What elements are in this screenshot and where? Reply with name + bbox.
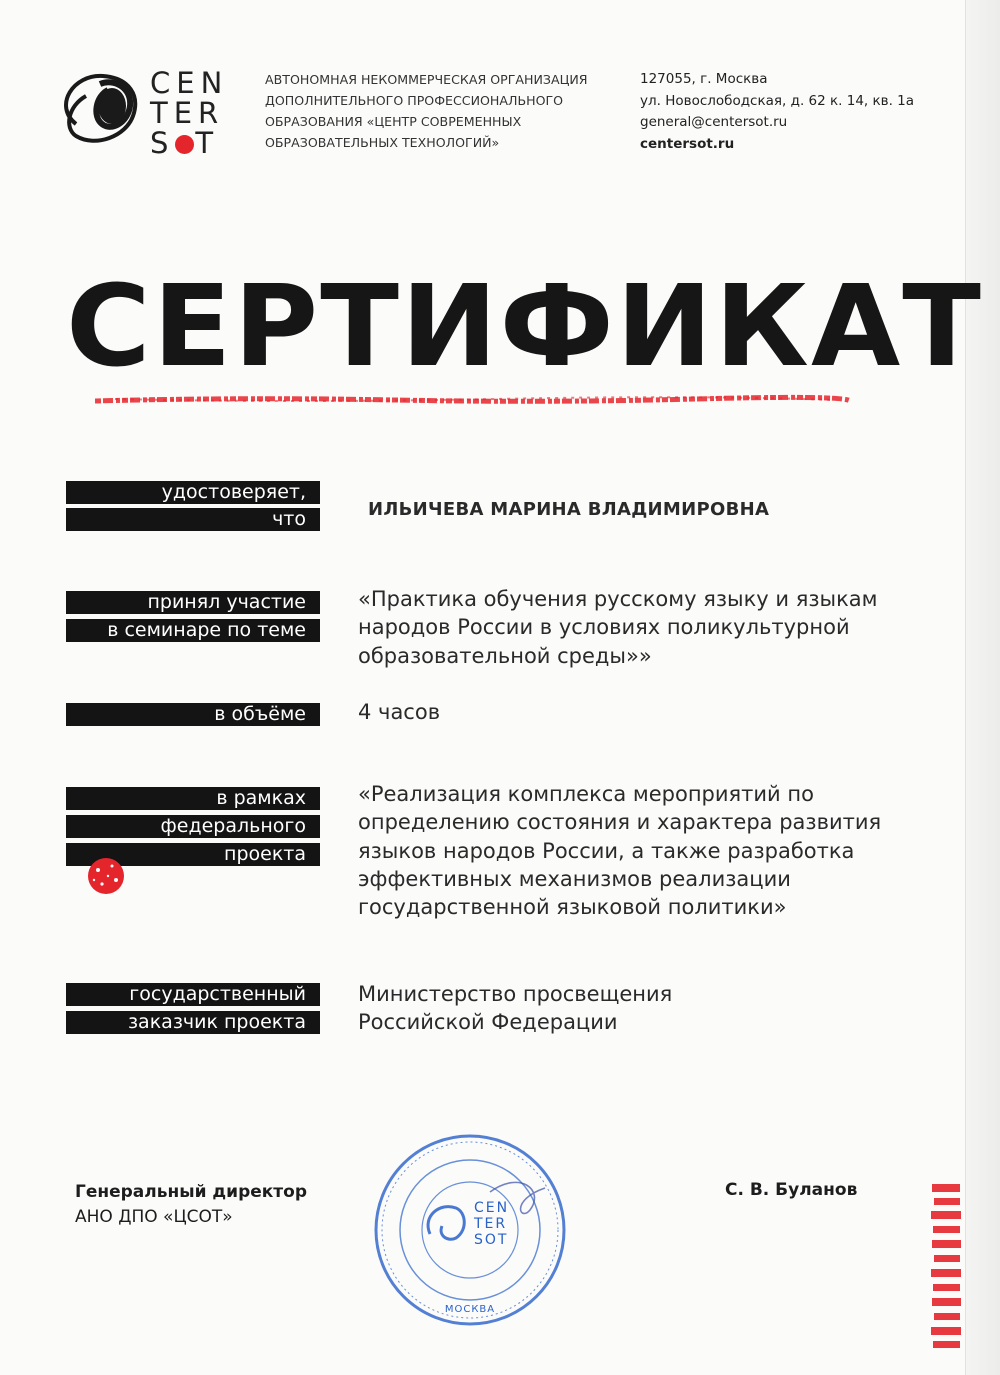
org-name-line: ОБРАЗОВАТЕЛЬНЫХ ТЕХНОЛОГИЙ» [265,135,500,150]
volume-value: 4 часов [358,700,441,724]
label-participated-1: принял участие [66,591,320,614]
email: general@centersot.ru [640,114,788,130]
signatory-name: С. В. Буланов [725,1180,858,1200]
seminar-line: образовательной среды»» [358,643,652,668]
customer-line: Российской Федерации [358,1010,618,1035]
logo-line: S [150,126,175,160]
role-line: АНО ДПО «ЦСОТ» [75,1207,233,1227]
page-edge [965,0,1000,1375]
label-customer-1: государственный [66,983,320,1006]
signatory-role [75,1180,307,1230]
logo-red-dot-icon [175,135,194,154]
logo-line: TER [150,96,225,130]
stamp-logo-line: TER [474,1216,508,1232]
customer-line: Министерство просвещения [358,982,673,1006]
address-line: ул. Новослободская, д. 62 к. 14, кв. 1а [640,92,915,109]
label-project-1: в рамках [66,787,320,810]
project-line: государственной языковой политики» [358,895,787,920]
address-line: 127055, г. Москва [640,71,768,87]
website: centersot.ru [640,135,735,152]
red-dot-icon [86,856,126,896]
stamp-logo-line: CEN [474,1200,510,1216]
label-customer-2: заказчик проекта [66,1011,320,1034]
stamp-logo-line: SOT [474,1232,509,1248]
logo-line: T [195,126,220,160]
official-stamp [370,1130,570,1330]
label-certifies-2: что [66,508,320,531]
red-brush-underline [95,394,850,406]
org-name-line: ОБРАЗОВАНИЯ «ЦЕНТР СОВРЕМЕННЫХ [265,114,522,129]
person-name: ИЛЬИЧЕВА МАРИНА ВЛАДИМИРОВНА [368,499,770,520]
label-project-2: федерального [66,815,320,838]
label-project-3: проекта [66,843,320,866]
logo-line: CEN [150,66,229,100]
certificate-title: СЕРТИФИКАТ [66,262,984,392]
customer-name [358,980,672,1037]
role-line: Генеральный директор [75,1182,308,1202]
label-volume: в объёме [66,703,320,726]
label-certifies-1: удостоверяет, [66,481,320,504]
project-title [358,780,881,921]
project-line: определению состояния и характера развития [358,810,882,835]
contacts [640,69,914,155]
org-name-line: АВТОНОМНАЯ НЕКОММЕРЧЕСКАЯ ОРГАНИЗАЦИЯ [265,72,588,87]
project-line: эффективных механизмов реализации [358,866,791,891]
project-line: «Реализация комплекса мероприятий по [358,782,814,806]
label-participated-2: в семинаре по теме [66,619,320,642]
org-name-line: ДОПОЛНИТЕЛЬНОГО ПРОФЕССИОНАЛЬНОГО [265,93,564,108]
seminar-line: «Практика обучения русскому языку и языкам [358,587,878,611]
logo-wordmark [150,68,228,158]
organization-name [265,69,625,153]
seminar-topic [358,585,877,670]
stamp-city: МОСКВА [444,1304,496,1315]
seminar-line: народов России в условиях поликультурной [358,615,850,640]
red-decoration-strip [930,1180,964,1350]
project-line: языков народов России, а также разработка [358,838,855,863]
